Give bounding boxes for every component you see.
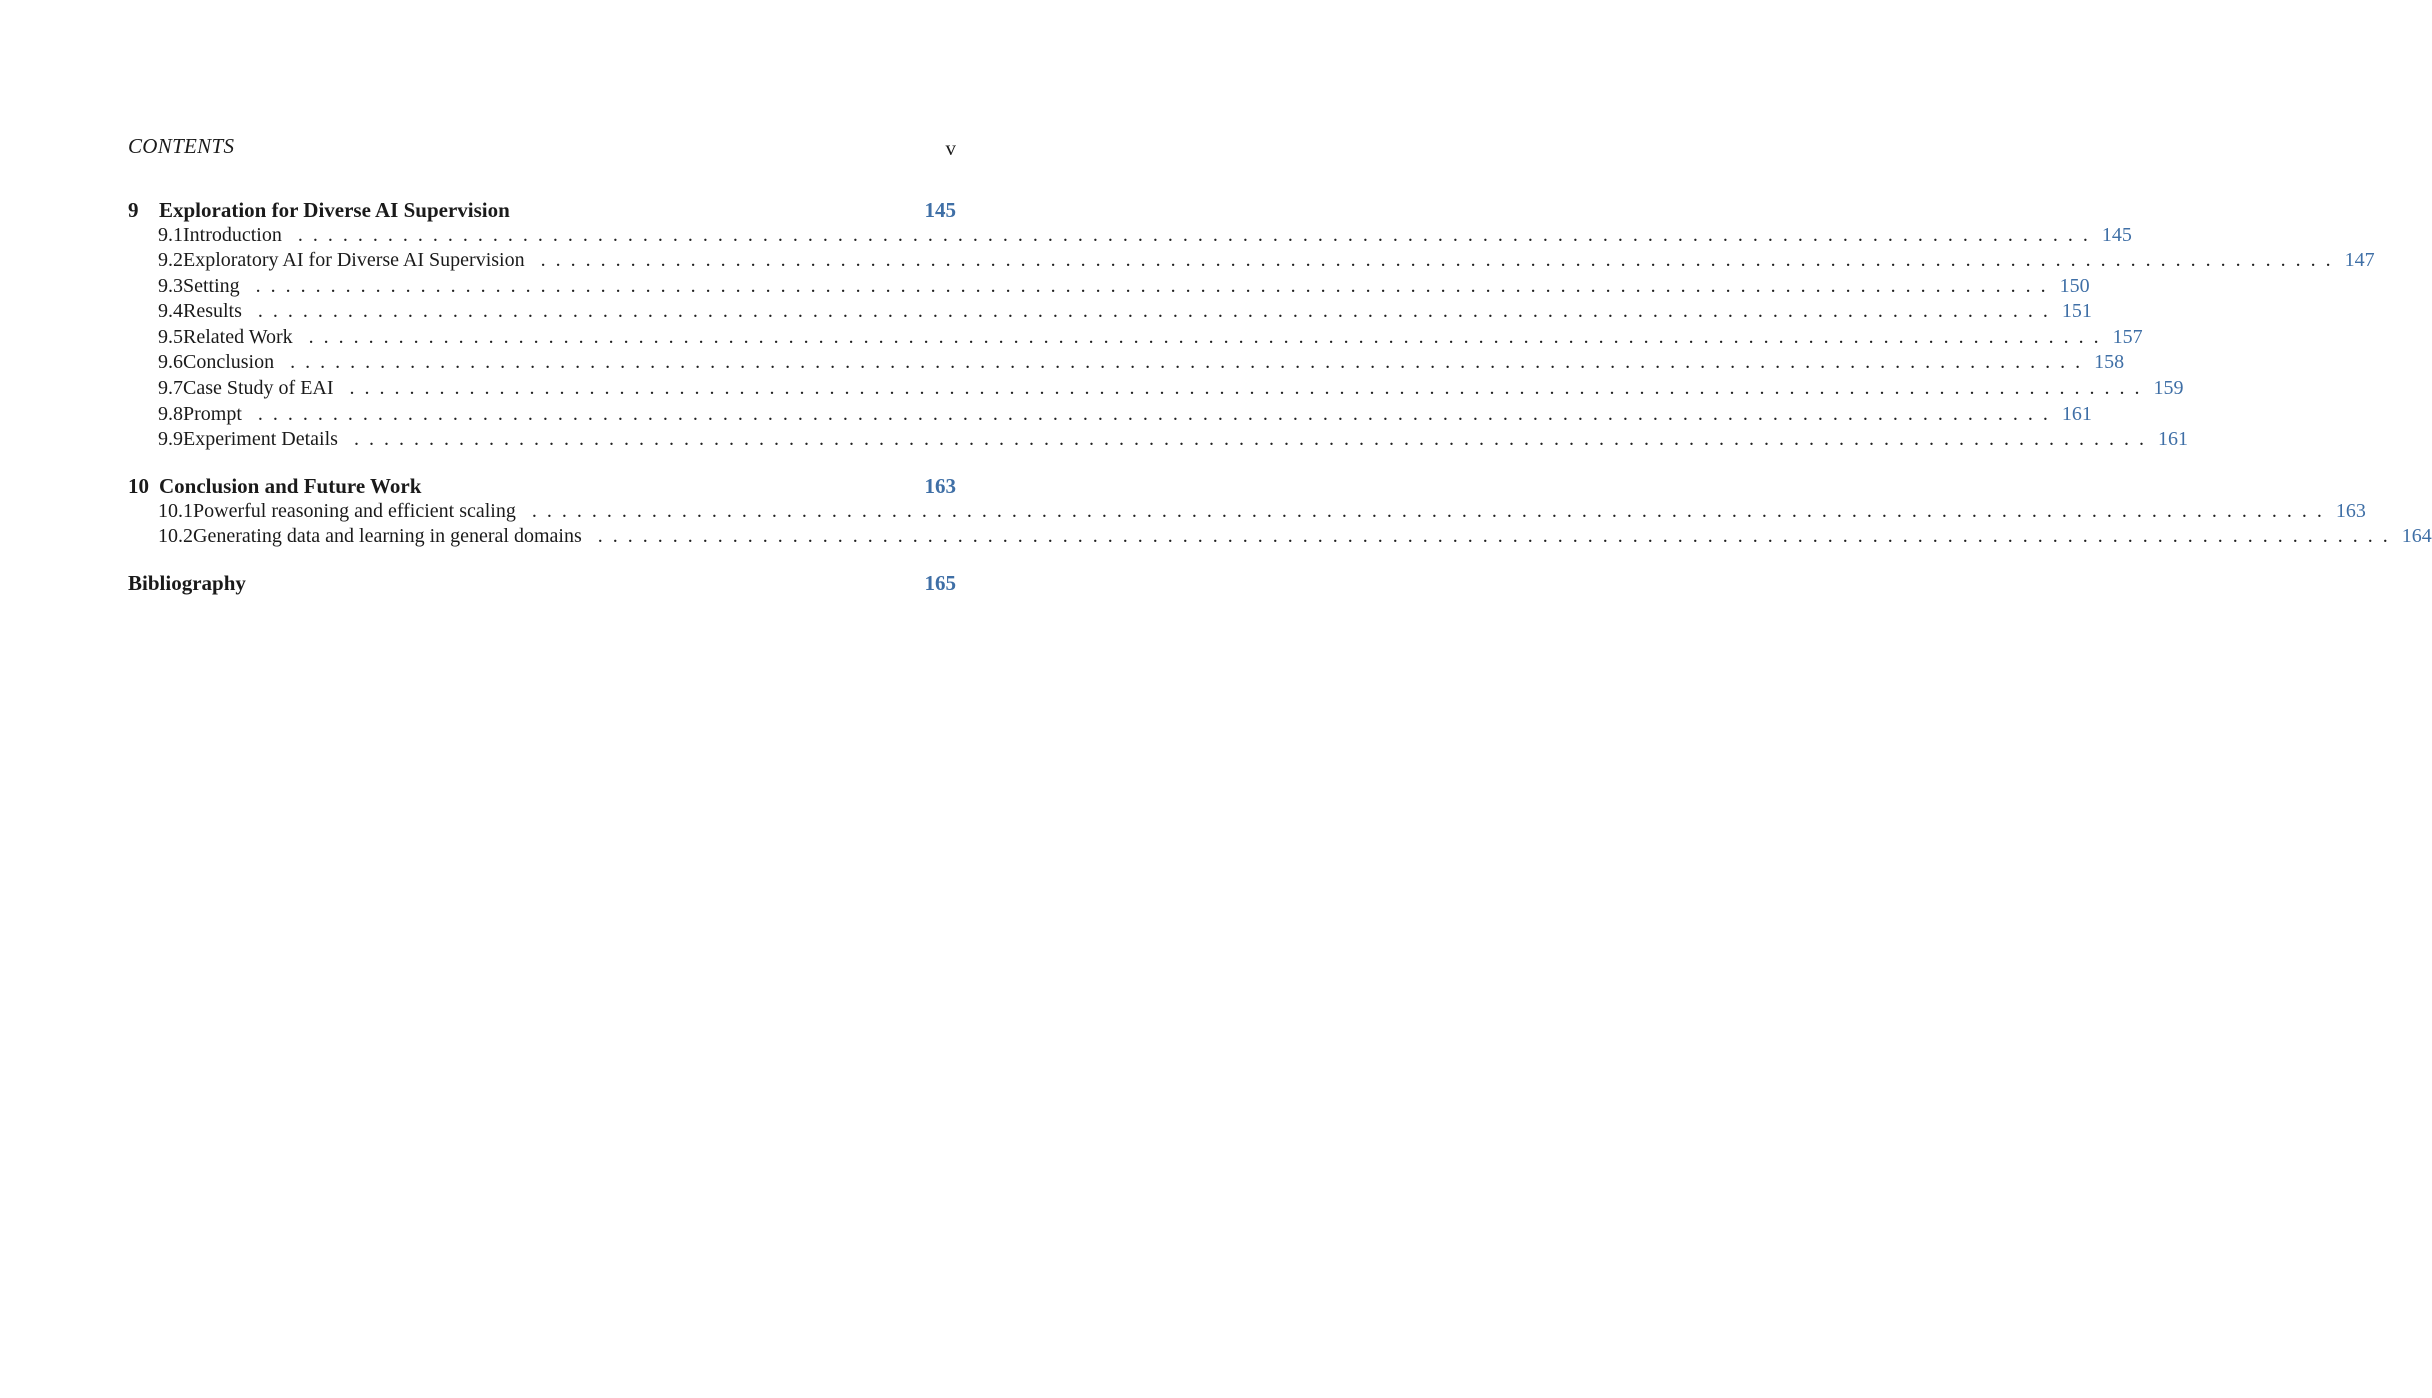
- section-page-link[interactable]: 151: [2061, 300, 2092, 322]
- section-page-link[interactable]: 163: [2335, 500, 2366, 522]
- section-title: Results: [183, 300, 242, 322]
- toc-section-9-3[interactable]: [128, 275, 2090, 301]
- section-number: 9.5: [158, 326, 183, 348]
- chapter-title: Exploration for Diverse AI Supervision: [159, 198, 510, 222]
- dot-leader: . . . . . . . . . . . . . . . . . . . . . . . . . . . . . . . . . . . . . . . . . . . . . . . . . . . . . . . . . . . . . . . . . . . . . . . . . . . . . . . . . . . . . . . . . . . . . . . . . . . . . . . . . . . . . . . . . . . . . . . .: [587, 525, 2388, 547]
- section-title: Experiment Details: [183, 428, 338, 450]
- dot-leader: . . . . . . . . . . . . . . . . . . . . . . . . . . . . . . . . . . . . . . . . . . . . . . . . . . . . . . . . . . . . . . . . . . . . . . . . . . . . . . . . . . . . . . . . . . . . . . . . . . . . . . . . . . . . . . . . . . . . . . . .: [287, 224, 2088, 246]
- section-page-link[interactable]: 161: [2061, 403, 2092, 425]
- toc-bibliography[interactable]: [128, 571, 956, 597]
- section-number: 10.2: [158, 525, 193, 547]
- section-page-link[interactable]: 161: [2157, 428, 2188, 450]
- section-page-link[interactable]: 145: [2101, 224, 2132, 246]
- section-title: Generating data and learning in general domains: [193, 525, 582, 547]
- section-number: 9.7: [158, 377, 183, 399]
- dot-leader: . . . . . . . . . . . . . . . . . . . . . . . . . . . . . . . . . . . . . . . . . . . . . . . . . . . . . . . . . . . . . . . . . . . . . . . . . . . . . . . . . . . . . . . . . . . . . . . . . . . . . . . . . . . . . . . . . . . . . . . .: [280, 351, 2081, 373]
- chapter-title: Conclusion and Future Work: [159, 474, 422, 498]
- section-title: Setting: [183, 275, 240, 297]
- running-head-page-number: v: [945, 136, 956, 160]
- toc-section-10-2[interactable]: [128, 525, 2432, 551]
- dot-leader: . . . . . . . . . . . . . . . . . . . . . . . . . . . . . . . . . . . . . . . . . . . . . . . . . . . . . . . . . . . . . . . . . . . . . . . . . . . . . . . . . . . . . . . . . . . . . . . . . . . . . . . . . . . . . . . . . . . . . . . .: [247, 300, 2048, 322]
- section-number: 9.2: [158, 249, 183, 271]
- section-page-link[interactable]: 159: [2153, 377, 2184, 399]
- section-number: 9.8: [158, 403, 183, 425]
- toc-section-9-4[interactable]: [128, 300, 2092, 326]
- toc-section-10-1[interactable]: [128, 500, 2366, 526]
- section-page-link[interactable]: 147: [2344, 249, 2375, 271]
- chapter-number: 9: [128, 198, 139, 222]
- section-number: 9.1: [158, 224, 183, 246]
- bibliography-title: Bibliography: [128, 571, 246, 595]
- section-title: Exploratory AI for Diverse AI Supervision: [183, 249, 525, 271]
- section-number: 9.6: [158, 351, 183, 373]
- section-page-link[interactable]: 150: [2059, 275, 2090, 297]
- dot-leader: . . . . . . . . . . . . . . . . . . . . . . . . . . . . . . . . . . . . . . . . . . . . . . . . . . . . . . . . . . . . . . . . . . . . . . . . . . . . . . . . . . . . . . . . . . . . . . . . . . . . . . . . . . . . . . . . . . . . . . . .: [247, 403, 2048, 425]
- section-page-link[interactable]: 164: [2401, 525, 2432, 547]
- toc-section-9-7[interactable]: [128, 377, 2184, 403]
- bibliography-page-link[interactable]: 165: [924, 571, 956, 595]
- chapter-page-link[interactable]: 145: [924, 198, 956, 222]
- toc-section-9-2[interactable]: [128, 249, 2375, 275]
- section-number: 9.3: [158, 275, 183, 297]
- chapter-page-link[interactable]: 163: [924, 474, 956, 498]
- toc-section-9-1[interactable]: [128, 224, 2132, 250]
- running-head-title: CONTENTS: [128, 134, 235, 158]
- dot-leader: . . . . . . . . . . . . . . . . . . . . . . . . . . . . . . . . . . . . . . . . . . . . . . . . . . . . . . . . . . . . . . . . . . . . . . . . . . . . . . . . . . . . . . . . . . . . . . . . . . . . . . . . . . . . . . . . . . . . . . . .: [245, 275, 2046, 297]
- section-title: Related Work: [183, 326, 293, 348]
- dot-leader: . . . . . . . . . . . . . . . . . . . . . . . . . . . . . . . . . . . . . . . . . . . . . . . . . . . . . . . . . . . . . . . . . . . . . . . . . . . . . . . . . . . . . . . . . . . . . . . . . . . . . . . . . . . . . . . . . . . . . . . .: [530, 249, 2331, 271]
- section-number: 9.9: [158, 428, 183, 450]
- running-head: [128, 134, 956, 162]
- dot-leader: . . . . . . . . . . . . . . . . . . . . . . . . . . . . . . . . . . . . . . . . . . . . . . . . . . . . . . . . . . . . . . . . . . . . . . . . . . . . . . . . . . . . . . . . . . . . . . . . . . . . . . . . . . . . . . . . . . . . . . . .: [298, 326, 2099, 348]
- section-number: 9.4: [158, 300, 183, 322]
- toc-chapter-10[interactable]: [128, 474, 956, 500]
- toc-section-9-5[interactable]: [128, 326, 2143, 352]
- section-number: 10.1: [158, 500, 193, 522]
- section-title: Prompt: [183, 403, 242, 425]
- section-title: Introduction: [183, 224, 282, 246]
- section-title: Conclusion: [183, 351, 275, 373]
- chapter-number: 10: [128, 474, 149, 498]
- toc-section-9-8[interactable]: [128, 403, 2092, 429]
- dot-leader: . . . . . . . . . . . . . . . . . . . . . . . . . . . . . . . . . . . . . . . . . . . . . . . . . . . . . . . . . . . . . . . . . . . . . . . . . . . . . . . . . . . . . . . . . . . . . . . . . . . . . . . . . . . . . . . . . . . . . . . .: [521, 500, 2322, 522]
- section-title: Powerful reasoning and efficient scaling: [193, 500, 516, 522]
- toc-section-9-6[interactable]: [128, 351, 2125, 377]
- toc-chapter-9[interactable]: [128, 198, 956, 224]
- section-page-link[interactable]: 158: [2094, 351, 2125, 373]
- dot-leader: . . . . . . . . . . . . . . . . . . . . . . . . . . . . . . . . . . . . . . . . . . . . . . . . . . . . . . . . . . . . . . . . . . . . . . . . . . . . . . . . . . . . . . . . . . . . . . . . . . . . . . . . . . . . . . . . . . . . . . . .: [339, 377, 2140, 399]
- section-title: Case Study of EAI: [183, 377, 334, 399]
- toc-section-9-9[interactable]: [128, 428, 2188, 454]
- section-page-link[interactable]: 157: [2112, 326, 2143, 348]
- dot-leader: . . . . . . . . . . . . . . . . . . . . . . . . . . . . . . . . . . . . . . . . . . . . . . . . . . . . . . . . . . . . . . . . . . . . . . . . . . . . . . . . . . . . . . . . . . . . . . . . . . . . . . . . . . . . . . . . . . . . . . . .: [343, 428, 2144, 450]
